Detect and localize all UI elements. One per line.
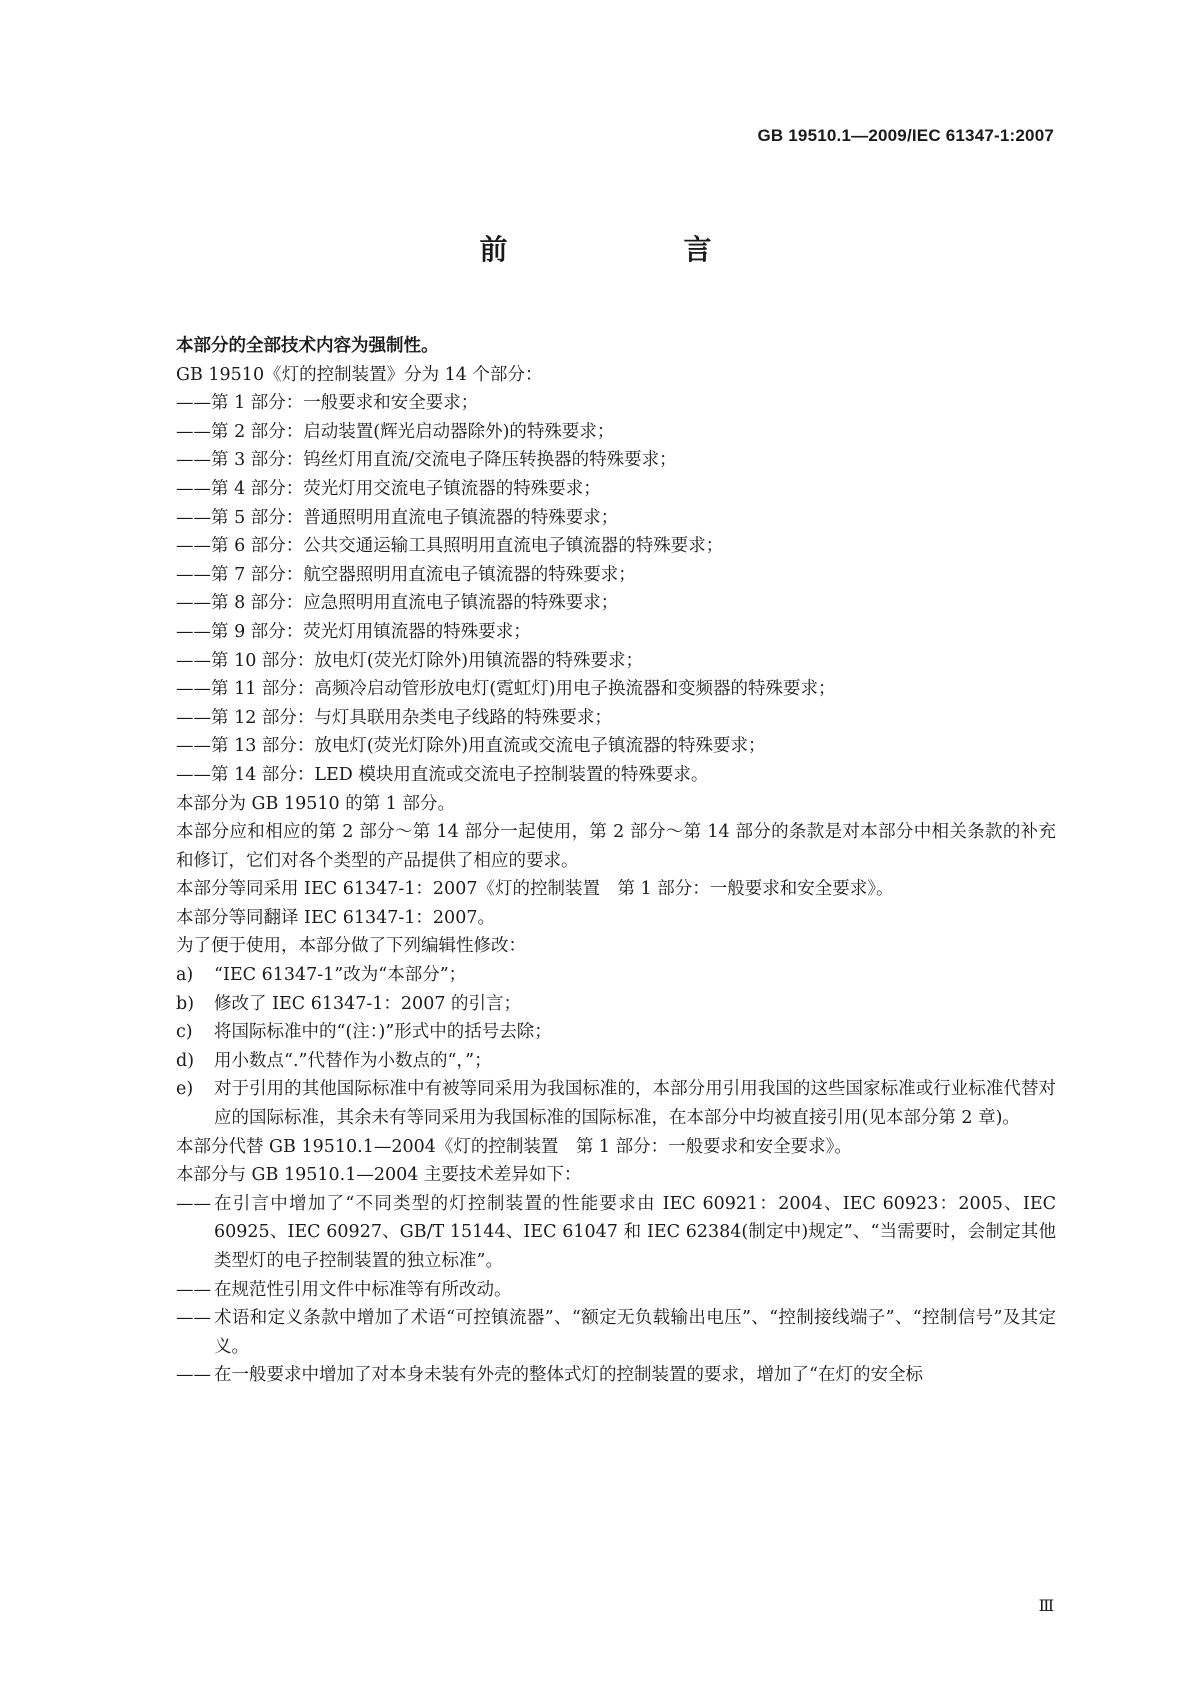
item-text: 对于引用的其他国际标准中有被等同采用为我国标准的，本部分用引用我国的这些国家标准或行业标准代替对应的国际标准，其余未有等同采用为我国标准的国际标准，在本部分中均被直接引用(见本部分第 2 章)。 (214, 1079, 1056, 1129)
series-statement: GB 19510《灯的控制装置》分为 14 个部分： (176, 364, 543, 385)
item-label: c) (176, 1022, 193, 1043)
list-item: ——第 10 部分：放电灯(荧光灯除外)用镇流器的特殊要求； (176, 650, 644, 671)
item-dash: —— (176, 1193, 211, 1214)
adopt-statement: 本部分等同采用 IEC 61347-1：2007《灯的控制装置 第 1 部分：一般要求和安全要求》。 (176, 879, 894, 900)
edits-list (176, 961, 1056, 1133)
item-text: 在引言中增加了“不同类型的灯控制装置的性能要求由 IEC 60921：2004、IEC 60923：2005、IEC 60925、IEC 60927、GB/T 15144、IEC 61047 和 IEC 62384(制定中)规定”、“当需要时，会制定其他类型灯的电子控制装置的独立标准”。 (214, 1193, 1056, 1271)
item-dash: —— (176, 1365, 211, 1386)
list-item: ——第 6 部分：公共交通运输工具照明用直流电子镇流器的特殊要求； (176, 536, 724, 557)
list-item: ——第 5 部分：普通照明用直流电子镇流器的特殊要求； (176, 507, 619, 528)
page-number: Ⅲ (1038, 1596, 1054, 1615)
list-item: ——第 4 部分：荧光灯用交流电子镇流器的特殊要求； (176, 478, 601, 499)
edits-intro: 为了便于使用，本部分做了下列编辑性修改： (176, 936, 526, 957)
item-text: 修改了 IEC 61347-1：2007 的引言； (214, 993, 522, 1014)
list-item: ——第 8 部分：应急照明用直流电子镇流器的特殊要求； (176, 593, 619, 614)
parts-list (176, 389, 1056, 789)
item-label: e) (176, 1079, 194, 1100)
used-with-statement: 本部分应和相应的第 2 部分～第 14 部分一起使用，第 2 部分～第 14 部分的条款是对本部分中相关条款的补充和修订，它们对各个类型的产品提供了相应的要求。 (176, 822, 1056, 871)
item-text: 将国际标准中的“(注：)”形式中的括号去除； (214, 1022, 552, 1043)
list-item: ——第 7 部分：航空器照明用直流电子镇流器的特殊要求； (176, 564, 636, 585)
is-part1-statement: 本部分为 GB 19510 的第 1 部分。 (176, 793, 455, 814)
list-item: ——第 1 部分：一般要求和安全要求； (176, 393, 479, 414)
list-item (176, 990, 1056, 1019)
list-item: ——第 2 部分：启动装置(辉光启动器除外)的特殊要求； (176, 421, 615, 442)
list-item (176, 1075, 1056, 1132)
item-dash: —— (176, 1308, 211, 1329)
list-item (176, 1361, 1056, 1390)
list-item (176, 1047, 1056, 1076)
list-item (176, 1018, 1056, 1047)
standard-code: GB 19510.1—2009/IEC 61347-1:2007 (757, 126, 1054, 145)
list-item (176, 1276, 1056, 1305)
item-label: d) (176, 1050, 195, 1071)
replaces-statement: 本部分代替 GB 19510.1—2004《灯的控制装置 第 1 部分：一般要求和安全要求》。 (176, 1136, 852, 1157)
mandatory-statement: 本部分的全部技术内容为强制性。 (176, 336, 439, 356)
list-item: ——第 12 部分：与灯具联用杂类电子线路的特殊要求； (176, 707, 612, 728)
translate-statement: 本部分等同翻译 IEC 61347-1：2007。 (176, 907, 495, 928)
differences-intro: 本部分与 GB 19510.1—2004 主要技术差异如下： (176, 1165, 582, 1186)
item-text: “IEC 61347-1”改为“本部分”； (214, 965, 467, 986)
item-text: 用小数点“.”代替作为小数点的“，”； (214, 1050, 492, 1071)
list-item (176, 961, 1056, 990)
list-item (176, 1190, 1056, 1276)
list-item (176, 1304, 1056, 1361)
list-item: ——第 3 部分：钨丝灯用直流/交流电子降压转换器的特殊要求； (176, 450, 677, 471)
item-dash: —— (176, 1279, 211, 1300)
differences-list (176, 1190, 1056, 1390)
list-item: ——第 9 部分：荧光灯用镇流器的特殊要求； (176, 621, 531, 642)
page-title: 前 言 (479, 233, 752, 266)
list-item: ——第 13 部分：放电灯(荧光灯除外)用直流或交流电子镇流器的特殊要求； (176, 736, 766, 757)
item-text: 术语和定义条款中增加了术语“可控镇流器”、“额定无负载输出电压”、“控制接线端子”、“控制信号”及其定义。 (214, 1308, 1056, 1357)
list-item: ——第 11 部分：高频冷启动管形放电灯(霓虹灯)用电子换流器和变频器的特殊要求； (176, 679, 836, 700)
item-text: 在一般要求中增加了对本身未装有外壳的整体式灯的控制装置的要求，增加了“在灯的安全标 (214, 1365, 923, 1386)
item-label: a) (176, 965, 194, 986)
item-label: b) (176, 993, 195, 1014)
foreword-body (176, 332, 1056, 1390)
list-item: ——第 14 部分：LED 模块用直流或交流电子控制装置的特殊要求。 (176, 764, 709, 785)
item-text: 在规范性引用文件中标准等有所改动。 (214, 1279, 512, 1300)
